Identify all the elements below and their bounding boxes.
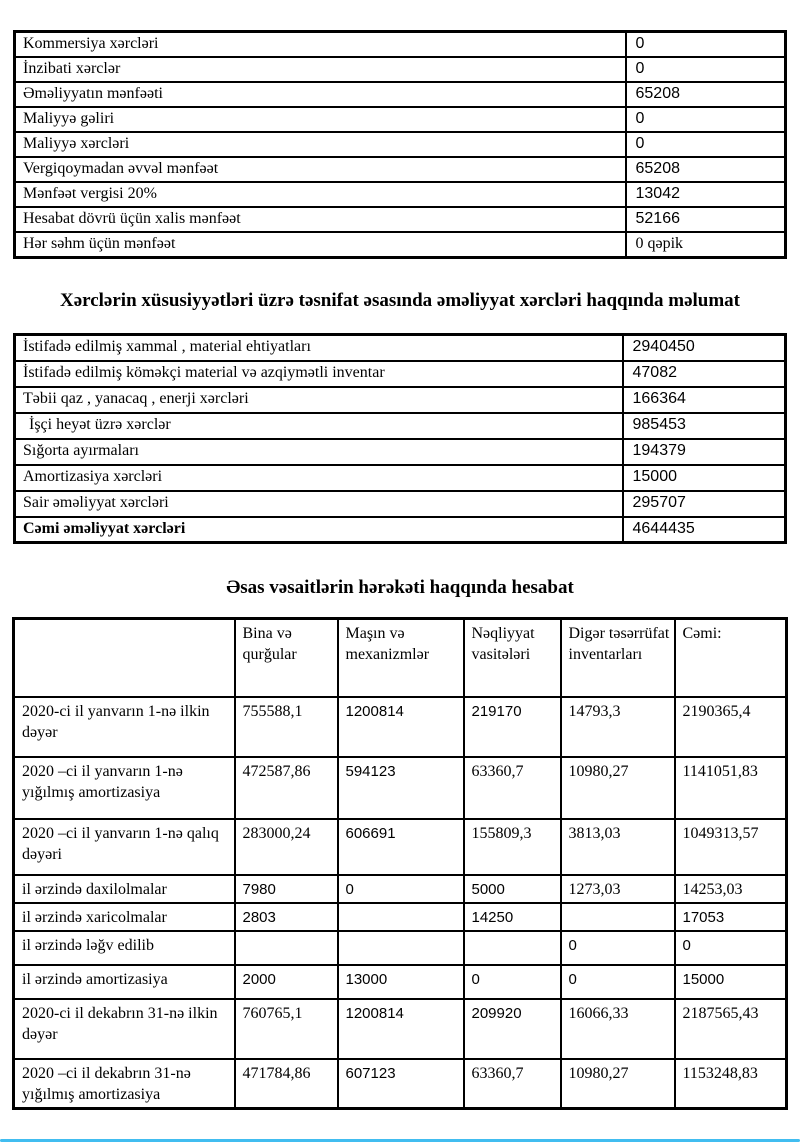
column-header-empty (14, 619, 235, 697)
table-row (15, 465, 786, 491)
cell: 0 (464, 965, 561, 999)
row-label: il ərzində xaricolmalar (14, 903, 235, 931)
cell: 63360,7 (464, 1059, 561, 1109)
row-value: 166364 (623, 387, 786, 413)
row-value: 65208 (626, 82, 786, 107)
row-label: il ərzində amortizasiya (14, 965, 235, 999)
table-row (14, 697, 787, 757)
cell: 155809,3 (464, 819, 561, 875)
profit-loss-table (13, 30, 787, 259)
cell: 14250 (464, 903, 561, 931)
row-label: İstifadə edilmiş xammal , material ehtiyatları (15, 335, 623, 361)
column-header: Bina və qurğular (235, 619, 338, 697)
cell: 472587,86 (235, 757, 338, 819)
cell: 7980 (235, 875, 338, 903)
table-row (15, 32, 786, 58)
table-row (14, 903, 787, 931)
cell: 606691 (338, 819, 464, 875)
operating-expenses-table (13, 333, 787, 544)
row-label: Maliyyə xərcləri (15, 132, 626, 157)
row-label-total: Cəmi əməliyyat xərcləri (15, 517, 623, 543)
cell: 1141051,83 (675, 757, 787, 819)
column-header: Cəmi: (675, 619, 787, 697)
cell: 10980,27 (561, 757, 675, 819)
cell: 1200814 (338, 999, 464, 1059)
table-row (15, 335, 786, 361)
table-row (15, 157, 786, 182)
row-value-total: 4644435 (623, 517, 786, 543)
table-row (14, 819, 787, 875)
cell: 219170 (464, 697, 561, 757)
row-label: Vergiqoymadan əvvəl mənfəət (15, 157, 626, 182)
cell: 15000 (675, 965, 787, 999)
row-label: 2020 –ci il dekabrın 31-nə yığılmış amortizasiya (14, 1059, 235, 1109)
row-label: Kommersiya xərcləri (15, 32, 626, 58)
header-row (14, 619, 787, 697)
expenses-section-heading: Xərclərin xüsusiyyətləri üzrə təsnifat əsasında əməliyyat xərcləri haqqında məlumat (59, 290, 741, 311)
row-value: 2940450 (623, 335, 786, 361)
cell: 755588,1 (235, 697, 338, 757)
row-label: İnzibati xərclər (15, 57, 626, 82)
row-label: Maliyyə gəliri (15, 107, 626, 132)
table-row (15, 82, 786, 107)
row-value: 13042 (626, 182, 786, 207)
row-label: Sığorta ayırmaları (15, 439, 623, 465)
column-header: Digər təsərrüfat inventarları (561, 619, 675, 697)
table-row (15, 387, 786, 413)
row-value: 47082 (623, 361, 786, 387)
fixed-assets-table (12, 617, 788, 1110)
row-label: Əməliyyatın mənfəəti (15, 82, 626, 107)
cell: 283000,24 (235, 819, 338, 875)
table-row (14, 1059, 787, 1109)
table-row (15, 132, 786, 157)
assets-section-heading: Əsas vəsaitlərin hərəkəti haqqında hesabat (226, 577, 574, 598)
cell: 0 (675, 931, 787, 965)
table-row (15, 361, 786, 387)
cell: 17053 (675, 903, 787, 931)
column-header: Maşın və mexanizmlər (338, 619, 464, 697)
table-row (14, 757, 787, 819)
cell: 760765,1 (235, 999, 338, 1059)
cell: 594123 (338, 757, 464, 819)
row-value: 0 (626, 132, 786, 157)
cell: 471784,86 (235, 1059, 338, 1109)
row-label: 2020 –ci il yanvarın 1-nə yığılmış amortizasiya (14, 757, 235, 819)
cell: 14793,3 (561, 697, 675, 757)
table-row (15, 182, 786, 207)
table-row (15, 439, 786, 465)
cell-empty (338, 903, 464, 931)
cell-empty (338, 931, 464, 965)
row-label: Amortizasiya xərcləri (15, 465, 623, 491)
cell: 16066,33 (561, 999, 675, 1059)
table-row (15, 232, 786, 258)
cell-empty (561, 903, 675, 931)
row-label: Təbii qaz , yanacaq , enerji xərcləri (15, 387, 623, 413)
table-row (14, 965, 787, 999)
table-row (15, 517, 786, 543)
cell: 14253,03 (675, 875, 787, 903)
cell: 2000 (235, 965, 338, 999)
table-row (14, 931, 787, 965)
cell: 2190365,4 (675, 697, 787, 757)
cell: 13000 (338, 965, 464, 999)
cell: 0 (561, 965, 675, 999)
cell: 63360,7 (464, 757, 561, 819)
table-row (15, 107, 786, 132)
cell: 209920 (464, 999, 561, 1059)
row-label: Mənfəət vergisi 20% (15, 182, 626, 207)
cell: 0 (561, 931, 675, 965)
row-label: İşçi heyət üzrə xərclər (15, 413, 623, 439)
cell: 10980,27 (561, 1059, 675, 1109)
row-label: il ərzində daxilolmalar (14, 875, 235, 903)
row-label: il ərzində ləğv edilib (14, 931, 235, 965)
table-row (15, 413, 786, 439)
row-value: 0 (626, 57, 786, 82)
row-label: İstifadə edilmiş köməkçi material və azqiymətli inventar (15, 361, 623, 387)
cell-empty (464, 931, 561, 965)
row-value: 0 (626, 107, 786, 132)
row-label: 2020 –ci il yanvarın 1-nə qalıq dəyəri (14, 819, 235, 875)
cell: 0 (338, 875, 464, 903)
row-value: 15000 (623, 465, 786, 491)
row-value: 194379 (623, 439, 786, 465)
row-label: Hər səhm üçün mənfəət (15, 232, 626, 258)
cell: 607123 (338, 1059, 464, 1109)
table-row (14, 875, 787, 903)
table-row (14, 999, 787, 1059)
row-value: 0 (626, 32, 786, 58)
row-value: 65208 (626, 157, 786, 182)
cell-empty (235, 931, 338, 965)
cell: 1153248,83 (675, 1059, 787, 1109)
bottom-divider-bar (0, 1139, 800, 1142)
table-row (15, 57, 786, 82)
row-value: 0 qəpik (626, 232, 786, 258)
cell: 1049313,57 (675, 819, 787, 875)
cell: 2187565,43 (675, 999, 787, 1059)
column-header: Nəqliyyat vasitələri (464, 619, 561, 697)
cell: 2803 (235, 903, 338, 931)
row-label: 2020-ci il yanvarın 1-nə ilkin dəyər (14, 697, 235, 757)
row-value: 985453 (623, 413, 786, 439)
row-value: 295707 (623, 491, 786, 517)
row-label: 2020-ci il dekabrın 31-nə ilkin dəyər (14, 999, 235, 1059)
row-label: Sair əməliyyat xərcləri (15, 491, 623, 517)
table-row (15, 491, 786, 517)
row-value: 52166 (626, 207, 786, 232)
cell: 5000 (464, 875, 561, 903)
cell: 1273,03 (561, 875, 675, 903)
cell: 1200814 (338, 697, 464, 757)
cell: 3813,03 (561, 819, 675, 875)
table-row (15, 207, 786, 232)
row-label: Hesabat dövrü üçün xalis mənfəət (15, 207, 626, 232)
